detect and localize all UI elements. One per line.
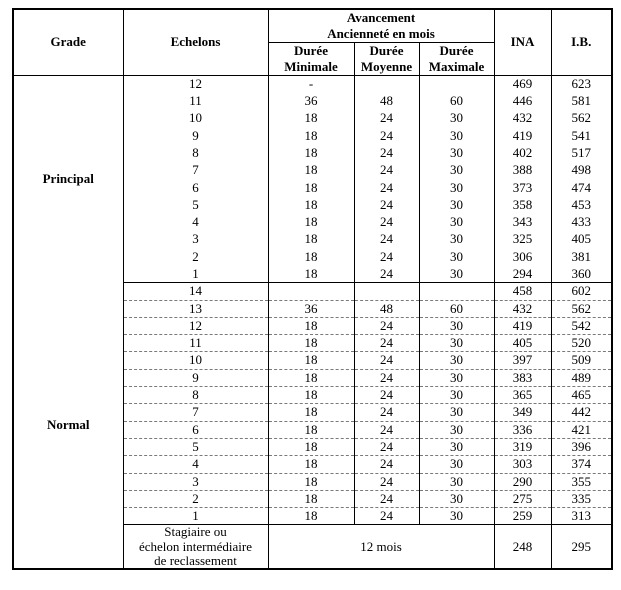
ina-cell: 419	[494, 317, 551, 334]
echelon-cell: 14	[123, 283, 268, 300]
duree-minimale-cell: 18	[268, 144, 354, 161]
duree-minimale-cell: 18	[268, 110, 354, 127]
duree-moyenne-cell: 24	[354, 508, 419, 525]
ina-cell: 446	[494, 93, 551, 110]
duree-maximale-cell: 30	[419, 438, 494, 455]
duree-moyenne-cell: 24	[354, 110, 419, 127]
duree-minimale-cell: 18	[268, 231, 354, 248]
duree-minimale-cell: 18	[268, 196, 354, 213]
echelon-cell: 7	[123, 404, 268, 421]
ib-cell: 562	[551, 110, 612, 127]
echelon-cell: 8	[123, 144, 268, 161]
duree-moyenne-cell: 24	[354, 387, 419, 404]
ina-cell: 325	[494, 231, 551, 248]
echelon-cell: 4	[123, 456, 268, 473]
duree-moyenne-cell: 24	[354, 265, 419, 282]
ib-header: I.B.	[551, 9, 612, 75]
ina-cell: 383	[494, 369, 551, 386]
echelon-cell: 10	[123, 110, 268, 127]
ib-cell: 442	[551, 404, 612, 421]
ib-cell: 421	[551, 421, 612, 438]
echelon-cell: 11	[123, 335, 268, 352]
duree-maximale-cell: 30	[419, 144, 494, 161]
grade-table-container	[12, 8, 613, 570]
duree-moyenne-cell: 24	[354, 127, 419, 144]
ina-cell: 402	[494, 144, 551, 161]
ib-cell: 295	[551, 525, 612, 569]
duree-moyenne-cell: 24	[354, 421, 419, 438]
ina-cell: 373	[494, 179, 551, 196]
duree-minimale-cell: 18	[268, 456, 354, 473]
ina-cell: 419	[494, 127, 551, 144]
echelon-cell: 2	[123, 248, 268, 265]
ina-cell: 248	[494, 525, 551, 569]
echelon-cell: 9	[123, 369, 268, 386]
duree-moyenne-cell: 24	[354, 231, 419, 248]
duree-moyenne-cell: 24	[354, 179, 419, 196]
ina-cell: 336	[494, 421, 551, 438]
ib-cell: 374	[551, 456, 612, 473]
header-row-top	[13, 9, 612, 42]
ina-cell: 319	[494, 438, 551, 455]
duree-maximale-cell: 30	[419, 162, 494, 179]
ib-cell: 623	[551, 75, 612, 92]
duree-minimale-cell: 18	[268, 369, 354, 386]
duree-minimale-cell: 18	[268, 317, 354, 334]
duree-maximale-cell: 60	[419, 300, 494, 317]
duree-maximale-cell: 30	[419, 473, 494, 490]
ib-cell: 520	[551, 335, 612, 352]
duree-maximale-cell: 30	[419, 127, 494, 144]
echelon-cell: 5	[123, 196, 268, 213]
duree-minimale-cell: 18	[268, 214, 354, 231]
ib-cell: 313	[551, 508, 612, 525]
duree-maximale-cell: 30	[419, 317, 494, 334]
duree-minimale-cell: 18	[268, 352, 354, 369]
ib-cell: 355	[551, 473, 612, 490]
duree-moyenne-cell: 24	[354, 335, 419, 352]
duree-maximale-cell: 30	[419, 248, 494, 265]
ina-cell: 432	[494, 300, 551, 317]
echelon-cell: 3	[123, 231, 268, 248]
ina-cell: 365	[494, 387, 551, 404]
ina-cell: 469	[494, 75, 551, 92]
duree-minimale-cell: 18	[268, 127, 354, 144]
duree-minimale-cell: 18	[268, 162, 354, 179]
duree-maximale-cell: 30	[419, 352, 494, 369]
duree-maximale-cell: 30	[419, 179, 494, 196]
duree-minimale-cell: 36	[268, 93, 354, 110]
duree-moyenne-cell: 24	[354, 456, 419, 473]
ina-header: INA	[494, 9, 551, 75]
duree-maximale-cell: 30	[419, 265, 494, 282]
grade-echelon-table	[12, 8, 613, 570]
ina-cell: 405	[494, 335, 551, 352]
duree-moyenne-cell	[354, 75, 419, 92]
ib-cell: 396	[551, 438, 612, 455]
duree-moyenne-cell: 24	[354, 162, 419, 179]
grade-cell: Normal	[13, 283, 123, 570]
duree-maximale-cell: 30	[419, 421, 494, 438]
echelon-cell: 3	[123, 473, 268, 490]
duree-maximale-cell: 30	[419, 231, 494, 248]
echelon-cell: 6	[123, 179, 268, 196]
reclassement-label-cell	[123, 525, 268, 569]
duree-moyenne-cell: 24	[354, 404, 419, 421]
ib-cell: 453	[551, 196, 612, 213]
ina-cell: 349	[494, 404, 551, 421]
ina-cell: 458	[494, 283, 551, 300]
ina-cell: 275	[494, 490, 551, 507]
duree-maximale-cell: 30	[419, 369, 494, 386]
duree-maximale-cell	[419, 75, 494, 92]
reclassement-label-line: de reclassement	[154, 553, 237, 569]
duree-minimale-cell: 18	[268, 473, 354, 490]
duree-minimale-cell: -	[268, 75, 354, 92]
ib-cell: 541	[551, 127, 612, 144]
echelon-cell: 1	[123, 508, 268, 525]
grade-cell: Principal	[13, 75, 123, 283]
duree-minimale-cell: 18	[268, 248, 354, 265]
grade-header: Grade	[13, 9, 123, 75]
echelon-cell: 4	[123, 214, 268, 231]
duree-moyenne-header: Durée Moyenne	[354, 42, 419, 75]
duree-maximale-cell: 30	[419, 404, 494, 421]
echelons-header: Echelons	[123, 9, 268, 75]
ina-cell: 388	[494, 162, 551, 179]
ib-cell: 489	[551, 369, 612, 386]
ib-cell: 581	[551, 93, 612, 110]
duree-maximale-cell: 30	[419, 196, 494, 213]
duree-minimale-cell	[268, 283, 354, 300]
echelon-cell: 12	[123, 317, 268, 334]
echelon-cell: 12	[123, 75, 268, 92]
ib-cell: 602	[551, 283, 612, 300]
ina-cell: 294	[494, 265, 551, 282]
duree-minimale-header: Durée Minimale	[268, 42, 354, 75]
duree-moyenne-cell: 24	[354, 317, 419, 334]
duree-moyenne-cell: 48	[354, 300, 419, 317]
echelon-cell: 9	[123, 127, 268, 144]
duree-minimale-cell: 18	[268, 438, 354, 455]
duree-moyenne-cell: 24	[354, 144, 419, 161]
echelon-cell: 2	[123, 490, 268, 507]
ina-cell: 432	[494, 110, 551, 127]
ib-cell: 517	[551, 144, 612, 161]
ina-cell: 358	[494, 196, 551, 213]
table-body	[13, 75, 612, 569]
ib-cell: 335	[551, 490, 612, 507]
ib-cell: 562	[551, 300, 612, 317]
table-row	[13, 283, 612, 300]
duree-maximale-header: Durée Maximale	[419, 42, 494, 75]
duree-maximale-cell: 30	[419, 387, 494, 404]
ib-cell: 474	[551, 179, 612, 196]
duree-minimale-cell: 18	[268, 421, 354, 438]
echelon-cell: 11	[123, 93, 268, 110]
duree-minimale-cell: 18	[268, 335, 354, 352]
table-row	[13, 75, 612, 92]
echelon-cell: 7	[123, 162, 268, 179]
avancement-header-line1: Avancement	[346, 10, 416, 25]
duree-maximale-cell: 30	[419, 490, 494, 507]
duree-moyenne-cell: 48	[354, 93, 419, 110]
ib-cell: 509	[551, 352, 612, 369]
table-header	[13, 9, 612, 75]
duree-moyenne-cell: 24	[354, 196, 419, 213]
ina-cell: 290	[494, 473, 551, 490]
ib-cell: 433	[551, 214, 612, 231]
duree-moyenne-cell: 24	[354, 352, 419, 369]
reclassement-label-line: Stagiaire ou	[164, 524, 227, 540]
duree-maximale-cell: 60	[419, 93, 494, 110]
duree-minimale-cell: 18	[268, 387, 354, 404]
ib-cell: 381	[551, 248, 612, 265]
echelon-cell: 10	[123, 352, 268, 369]
duree-minimale-cell: 18	[268, 508, 354, 525]
duree-minimale-cell: 18	[268, 265, 354, 282]
ib-cell: 542	[551, 317, 612, 334]
duree-maximale-cell: 30	[419, 456, 494, 473]
ib-cell: 498	[551, 162, 612, 179]
duree-minimale-cell: 18	[268, 490, 354, 507]
duree-moyenne-cell	[354, 283, 419, 300]
ina-cell: 306	[494, 248, 551, 265]
ina-cell: 259	[494, 508, 551, 525]
echelon-cell: 13	[123, 300, 268, 317]
duree-maximale-cell: 30	[419, 214, 494, 231]
duree-moyenne-cell: 24	[354, 490, 419, 507]
avancement-header-line2: Ancienneté en mois	[327, 25, 435, 41]
ina-cell: 343	[494, 214, 551, 231]
duree-moyenne-cell: 24	[354, 214, 419, 231]
echelon-cell: 1	[123, 265, 268, 282]
duree-moyenne-cell: 24	[354, 248, 419, 265]
echelon-cell: 5	[123, 438, 268, 455]
ib-cell: 465	[551, 387, 612, 404]
ib-cell: 360	[551, 265, 612, 282]
duree-minimale-cell: 36	[268, 300, 354, 317]
echelon-cell: 8	[123, 387, 268, 404]
duree-moyenne-cell: 24	[354, 438, 419, 455]
duree-minimale-cell: 18	[268, 179, 354, 196]
ina-cell: 397	[494, 352, 551, 369]
duree-moyenne-cell: 24	[354, 369, 419, 386]
duration-cell: 12 mois	[268, 525, 494, 569]
avancement-header	[268, 9, 494, 42]
duree-maximale-cell: 30	[419, 335, 494, 352]
duree-maximale-cell: 30	[419, 508, 494, 525]
echelon-cell: 6	[123, 421, 268, 438]
duree-moyenne-cell: 24	[354, 473, 419, 490]
duree-maximale-cell: 30	[419, 110, 494, 127]
duree-minimale-cell: 18	[268, 404, 354, 421]
reclassement-label-line: échelon intermédiaire	[139, 538, 252, 554]
ib-cell: 405	[551, 231, 612, 248]
ina-cell: 303	[494, 456, 551, 473]
duree-maximale-cell	[419, 283, 494, 300]
